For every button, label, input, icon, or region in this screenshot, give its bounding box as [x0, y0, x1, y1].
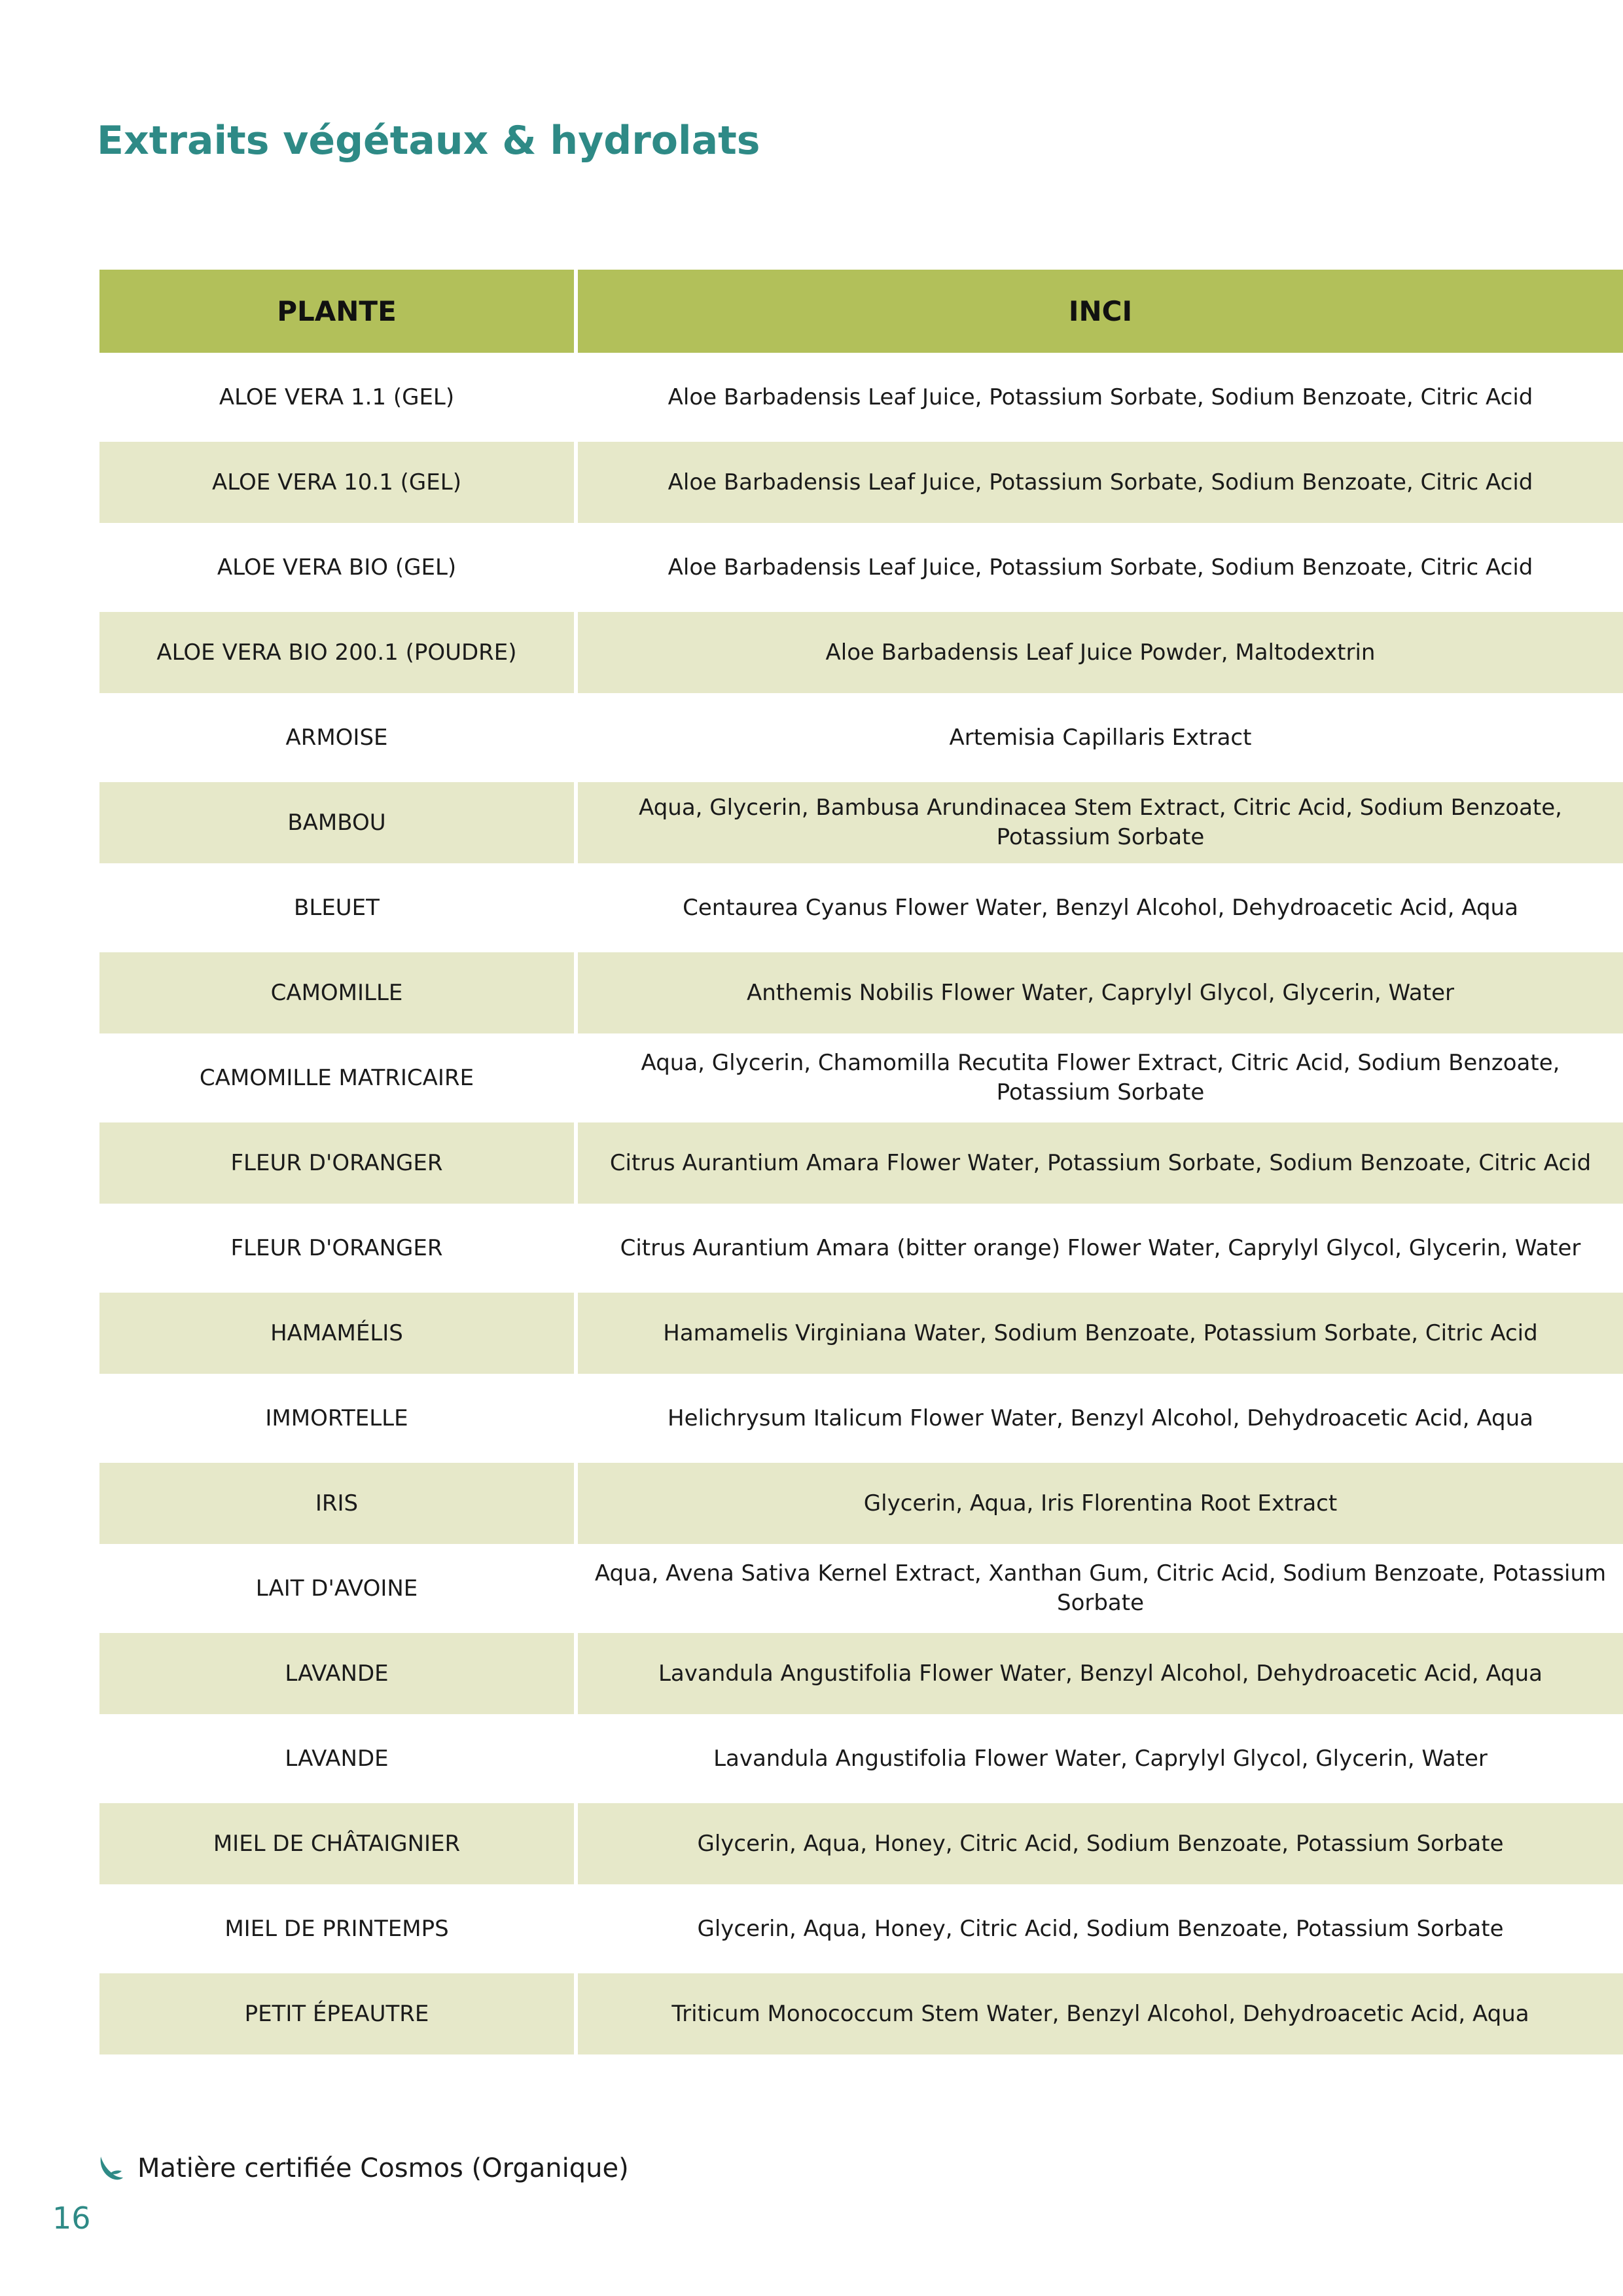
inci-cell: Anthemis Nobilis Flower Water, Caprylyl Glycol, Glycerin, Water [576, 950, 1623, 1035]
inci-cell: Glycerin, Aqua, Honey, Citric Acid, Sodium Benzoate, Potassium Sorbate [576, 1886, 1623, 1971]
table-row [99, 695, 1623, 780]
table-row [99, 1631, 1623, 1716]
plante-cell: ARMOISE [99, 695, 576, 780]
inci-cell: Aloe Barbadensis Leaf Juice Powder, Maltodextrin [576, 610, 1623, 695]
plante-cell: ALOE VERA 10.1 (GEL) [99, 440, 576, 525]
plante-cell: IRIS [99, 1461, 576, 1546]
plante-cell: HAMAMÉLIS [99, 1291, 576, 1376]
plante-cell: FLEUR D'ORANGER [99, 1121, 576, 1206]
table-row [99, 1035, 1623, 1121]
inci-cell: Hamamelis Virginiana Water, Sodium Benzoate, Potassium Sorbate, Citric Acid [576, 1291, 1623, 1376]
table-row [99, 1971, 1623, 2056]
plante-cell: LAIT D'AVOINE [99, 1546, 576, 1631]
table-row [99, 1886, 1623, 1971]
table-row [99, 440, 1623, 525]
table-row [99, 1206, 1623, 1291]
inci-cell: Glycerin, Aqua, Honey, Citric Acid, Sodium Benzoate, Potassium Sorbate [576, 1801, 1623, 1886]
inci-cell: Lavandula Angustifolia Flower Water, Benzyl Alcohol, Dehydroacetic Acid, Aqua [576, 1631, 1623, 1716]
plante-cell: FLEUR D'ORANGER [99, 1206, 576, 1291]
inci-cell: Aloe Barbadensis Leaf Juice, Potassium Sorbate, Sodium Benzoate, Citric Acid [576, 355, 1623, 440]
plante-cell: MIEL DE PRINTEMPS [99, 1886, 576, 1971]
inci-cell: Lavandula Angustifolia Flower Water, Caprylyl Glycol, Glycerin, Water [576, 1716, 1623, 1801]
table-row [99, 1801, 1623, 1886]
plante-cell: PETIT ÉPEAUTRE [99, 1971, 576, 2056]
plante-cell: ALOE VERA BIO 200.1 (POUDRE) [99, 610, 576, 695]
page-number: 16 [52, 2200, 91, 2236]
inci-cell: Aqua, Glycerin, Chamomilla Recutita Flower Extract, Citric Acid, Sodium Benzoate, Potassium Sorbate [576, 1035, 1623, 1121]
header-inci: INCI [576, 270, 1623, 355]
page-title: Extraits végétaux & hydrolats [97, 118, 760, 164]
inci-cell: Artemisia Capillaris Extract [576, 695, 1623, 780]
table-row [99, 525, 1623, 610]
inci-cell: Citrus Aurantium Amara Flower Water, Potassium Sorbate, Sodium Benzoate, Citric Acid [576, 1121, 1623, 1206]
plante-cell: CAMOMILLE [99, 950, 576, 1035]
table-row [99, 1121, 1623, 1206]
inci-cell: Glycerin, Aqua, Iris Florentina Root Extract [576, 1461, 1623, 1546]
cosmos-legend [97, 2153, 629, 2183]
legend-text: Matière certifiée Cosmos (Organique) [137, 2153, 629, 2183]
inci-table [99, 270, 1623, 2058]
inci-cell: Aloe Barbadensis Leaf Juice, Potassium Sorbate, Sodium Benzoate, Citric Acid [576, 440, 1623, 525]
inci-cell: Aloe Barbadensis Leaf Juice, Potassium Sorbate, Sodium Benzoate, Citric Acid [576, 525, 1623, 610]
plante-cell: LAVANDE [99, 1716, 576, 1801]
plante-cell: ALOE VERA BIO (GEL) [99, 525, 576, 610]
inci-table-container [99, 270, 1623, 2058]
inci-cell: Centaurea Cyanus Flower Water, Benzyl Alcohol, Dehydroacetic Acid, Aqua [576, 865, 1623, 950]
table-row [99, 1291, 1623, 1376]
inci-cell: Triticum Monococcum Stem Water, Benzyl Alcohol, Dehydroacetic Acid, Aqua [576, 1971, 1623, 2056]
inci-cell: Aqua, Avena Sativa Kernel Extract, Xanthan Gum, Citric Acid, Sodium Benzoate, Potassium Sorbate [576, 1546, 1623, 1631]
plante-cell: ALOE VERA 1.1 (GEL) [99, 355, 576, 440]
header-plante: PLANTE [99, 270, 576, 355]
plante-cell: BLEUET [99, 865, 576, 950]
table-row [99, 610, 1623, 695]
inci-cell: Aqua, Glycerin, Bambusa Arundinacea Stem Extract, Citric Acid, Sodium Benzoate, Potassium Sorbate [576, 780, 1623, 865]
cosmos-leaf-icon [97, 2154, 126, 2183]
inci-cell: Citrus Aurantium Amara (bitter orange) Flower Water, Caprylyl Glycol, Glycerin, Water [576, 1206, 1623, 1291]
table-row [99, 780, 1623, 865]
table-row [99, 1716, 1623, 1801]
plante-cell: CAMOMILLE MATRICAIRE [99, 1035, 576, 1121]
plante-cell: BAMBOU [99, 780, 576, 865]
table-row [99, 1376, 1623, 1461]
table-row [99, 950, 1623, 1035]
plante-cell: LAVANDE [99, 1631, 576, 1716]
inci-cell: Helichrysum Italicum Flower Water, Benzyl Alcohol, Dehydroacetic Acid, Aqua [576, 1376, 1623, 1461]
table-row [99, 355, 1623, 440]
table-row [99, 1546, 1623, 1631]
plante-cell: MIEL DE CHÂTAIGNIER [99, 1801, 576, 1886]
table-header-row [99, 270, 1623, 355]
plante-cell: IMMORTELLE [99, 1376, 576, 1461]
table-row [99, 865, 1623, 950]
table-row [99, 1461, 1623, 1546]
